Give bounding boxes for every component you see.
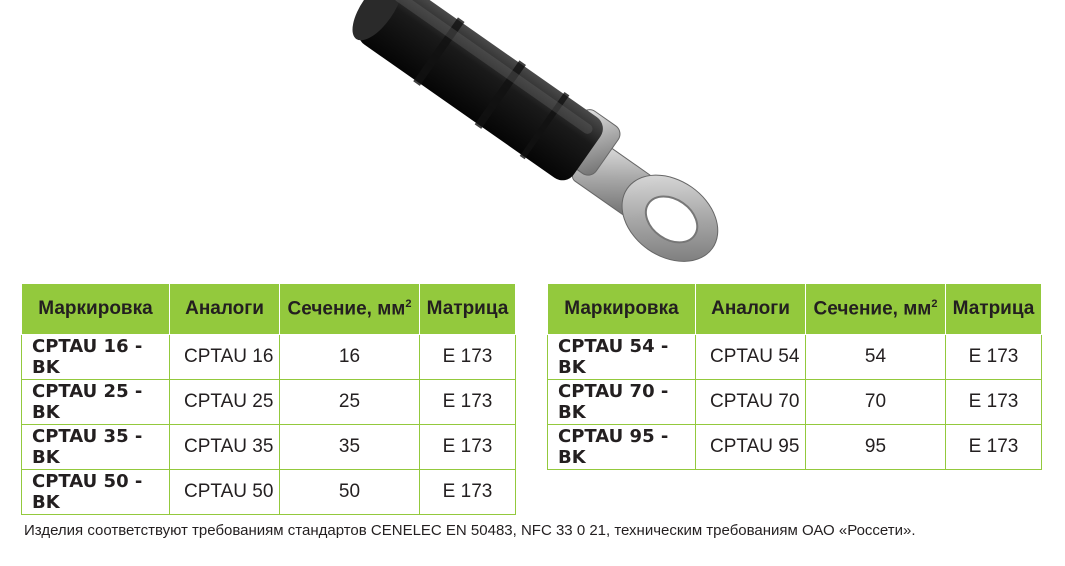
cell-section: 50: [280, 470, 420, 515]
cell-section: 70: [806, 380, 946, 425]
table-row: [22, 425, 516, 470]
cell-analog: CPTAU 35: [170, 425, 280, 470]
cell-mark: CPTAU 95 - BK: [548, 425, 696, 470]
cell-section: 95: [806, 425, 946, 470]
table-row: [548, 380, 1042, 425]
cell-matrix: E 173: [946, 380, 1042, 425]
header-mark: Маркировка: [22, 284, 170, 335]
cell-section: 35: [280, 425, 420, 470]
cell-mark: CPTAU 50 - BK: [22, 470, 170, 515]
cell-mark: CPTAU 35 - BK: [22, 425, 170, 470]
header-section: Сечение, $мм^2$: [806, 284, 946, 335]
table-row: [548, 335, 1042, 380]
cell-matrix: E 173: [420, 425, 516, 470]
table-header-row: [22, 284, 516, 335]
standards-footnote: Изделия соответствуют требованиям стандартов CENELEC EN 50483, NFC 33 0 21, техническим требованиям ОАО «Россети».: [24, 522, 916, 539]
cable-lug-image: [330, 0, 730, 268]
spec-table-right: [547, 283, 1042, 470]
table-row: [22, 380, 516, 425]
cell-matrix: E 173: [420, 380, 516, 425]
cell-section: 54: [806, 335, 946, 380]
cell-section: 16: [280, 335, 420, 380]
spec-table-left: [21, 283, 516, 515]
cell-analog: CPTAU 50: [170, 470, 280, 515]
cell-matrix: E 173: [946, 335, 1042, 380]
cell-analog: CPTAU 25: [170, 380, 280, 425]
cell-section: 25: [280, 380, 420, 425]
cell-matrix: E 173: [420, 335, 516, 380]
cell-mark: CPTAU 54 - BK: [548, 335, 696, 380]
header-mark: Маркировка: [548, 284, 696, 335]
cell-mark: CPTAU 25 - BK: [22, 380, 170, 425]
cell-matrix: E 173: [946, 425, 1042, 470]
cell-mark: CPTAU 16 - BK: [22, 335, 170, 380]
header-matrix: Матрица: [420, 284, 516, 335]
header-matrix: Матрица: [946, 284, 1042, 335]
cell-matrix: E 173: [420, 470, 516, 515]
cell-analog: CPTAU 70: [696, 380, 806, 425]
cell-analog: CPTAU 54: [696, 335, 806, 380]
header-analog: Аналоги: [170, 284, 280, 335]
header-section: Сечение, $мм^2$: [280, 284, 420, 335]
table-row: [22, 335, 516, 380]
cell-analog: CPTAU 95: [696, 425, 806, 470]
table-header-row: [548, 284, 1042, 335]
table-row: [22, 470, 516, 515]
table-row: [548, 425, 1042, 470]
cell-mark: CPTAU 70 - BK: [548, 380, 696, 425]
header-analog: Аналоги: [696, 284, 806, 335]
cell-analog: CPTAU 16: [170, 335, 280, 380]
